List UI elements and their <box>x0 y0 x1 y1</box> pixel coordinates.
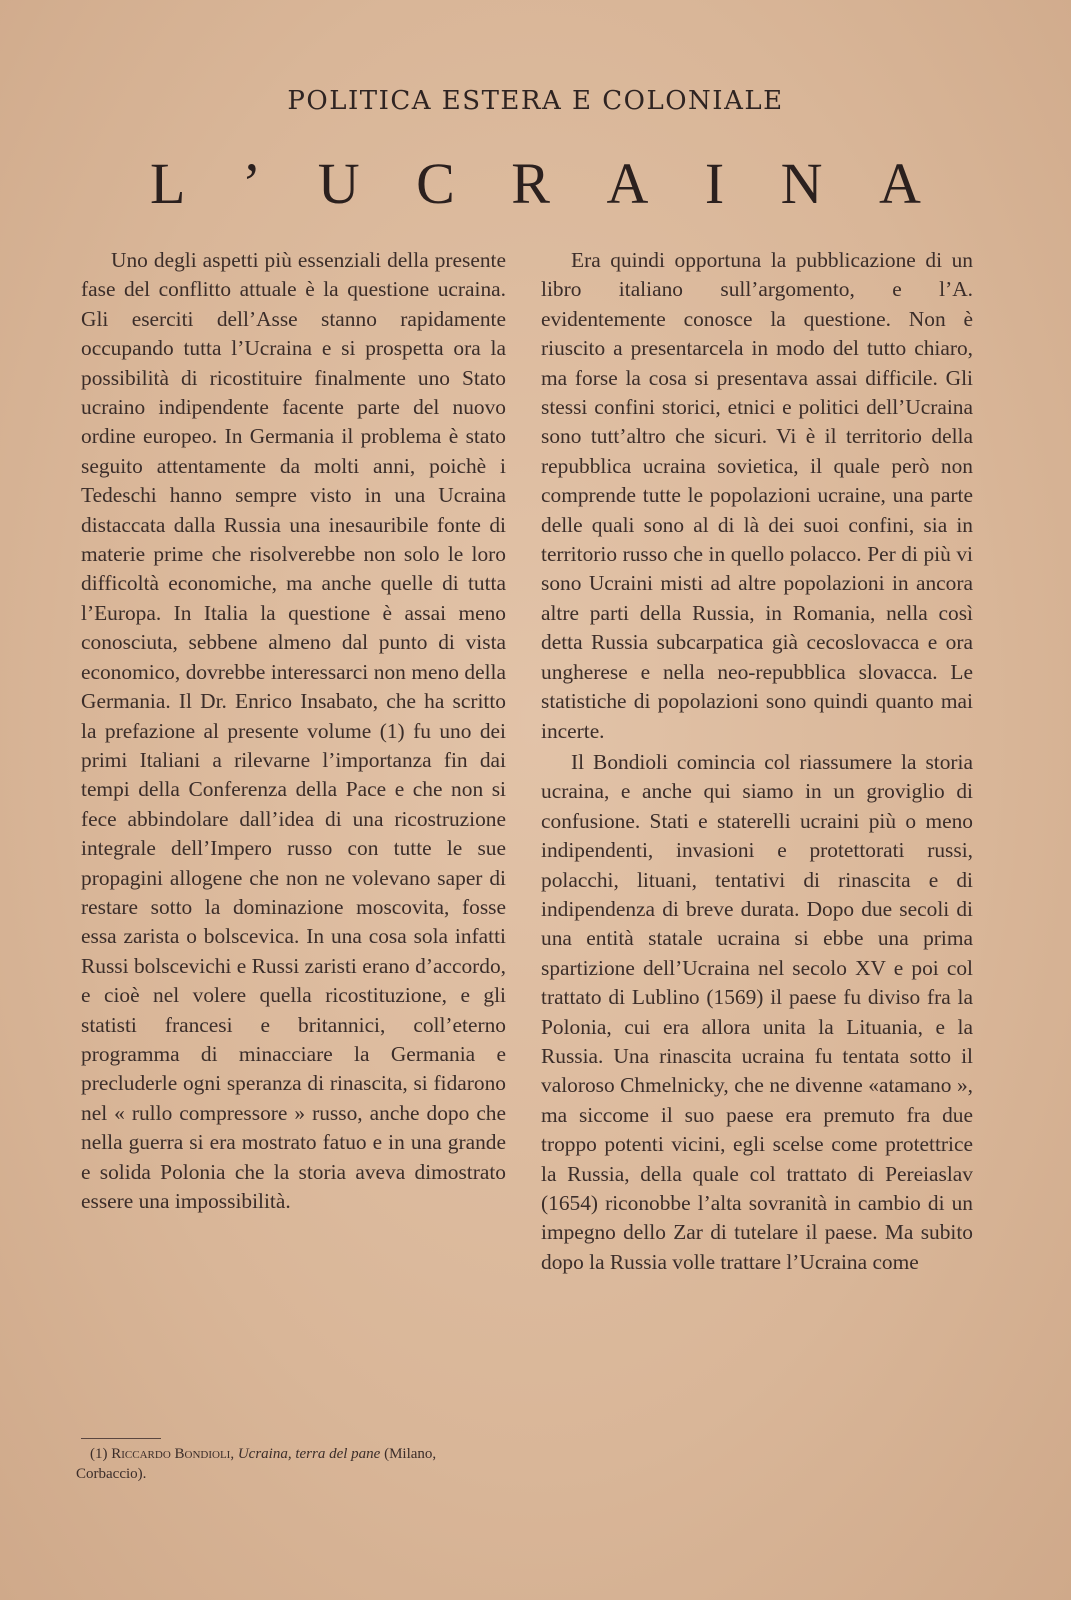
title-letter: L <box>150 151 186 216</box>
footnote: (1) Riccardo Bondioli, Ucraina, terra del pane (Milano, Corbaccio). <box>76 1446 437 1482</box>
title-letter: ’ <box>241 151 262 216</box>
title-letter: R <box>511 151 550 216</box>
paragraph: Uno degli aspetti più essenziali della presente fase del conflitto attuale è la questione ucraina. Gli eserciti dell’Asse stanno rapidamente occupando tutta l’Ucraina e si prospetta ora la possibilità di ricostituire finalmente uno Stato ucraino indipendente facente parte del nuovo ordine europeo. In Germania il problema è stato seguito attentamente da molti anni, poichè i Tedeschi hanno sempre visto in una Ucraina distaccata dalla Russia una inesauribile fonte di materie prime che risolverebbe non solo le loro difficoltà economiche, ma anche quelle di tutta l’Europa. In Italia la questione è assai meno conosciuta, sebbene almeno dal punto di vista economico, dovrebbe interessarci non meno della Germania. Il Dr. Enrico Insabato, che ha scritto la prefazione al presente volume (1) fu uno dei primi Italiani a rilevarne l’importanza fin dai tempi della Conferenza della Pace e che non si fece abbindolare dall’idea di una ricostruzione integrale dell’Impero russo con tutte le sue propagini allogene che non ne volevano saper di restare sotto la dominazione moscovita, fosse essa zarista o bolscevica. In una cosa sola infatti Russi bolscevichi e Russi zaristi erano d’accordo, e cioè nel volere quella ricostituzione, e gli statisti francesi e britannici, coll’eterno programma di minacciare la Germania e precluderle ogni speranza di rinascita, si fidarono nel « rullo compressore » russo, anche dopo che nella guerra si era mostrato fatuo e in una grande e solida Polonia che la storia aveva dimostrato essere una impossibilità. <box>81 248 506 1213</box>
section-heading: POLITICA ESTERA E COLONIALE <box>287 86 784 116</box>
footnote-marker: (1) <box>90 1446 108 1462</box>
paragraph: Era quindi opportuna la pubblicazione di un libro italiano sull’argomento, e l’A. evidentemente conosce la questione. Non è riuscito a presentarcela in modo del tutto chiaro, ma forse la cosa si presentava assai difficile. Gli stessi confini storici, etnici e politici dell’Ucraina sono tutt’altro che sicuri. Vi è il territorio della repubblica ucraina sovietica, il quale però non comprende tutte le popolazioni ucraine, una parte delle quali sono al di là dei suoi confini, sia in territorio russo che in quello polacco. Per di più vi sono Ucraini misti ad altre popolazioni in ancora altre parti della Russia, in Romania, nella così detta Russia subcarpatica già cecoslovacca e ora ungherese e nella neo-repubblica slovacca. Le statistiche di popolazioni sono quindi quanto mai incerte. <box>541 248 973 743</box>
left-column <box>81 246 506 1216</box>
right-column <box>541 246 973 1277</box>
title-letter: C <box>416 151 455 216</box>
footnote-publisher: (Milano, Corbaccio). <box>76 1446 437 1482</box>
footnote-author: Riccardo Bondioli <box>111 1446 231 1462</box>
footnote-divider <box>81 1438 161 1439</box>
title-letter: I <box>704 151 725 216</box>
title-letter: A <box>879 151 921 216</box>
paragraph: Il Bondioli comincia col riassumere la storia ucraina, e anche qui siamo in un groviglio di confusione. Stati e staterelli ucraini più o meno indipendenti, invasioni e protettorati russi, polacchi, lituani, tentativi di rinascita e di indipendenza di breve durata. Dopo due secoli di una entità statale ucraina si ebbe una prima spartizione dell’Ucraina nel secolo XV e poi col trattato di Lublino (1569) il paese fu diviso fra la Polonia, cui era allora unita la Lituania, e la Russia. Una rinascita ucraina fu tentata sotto il valoroso Chmelnicky, che ne divenne «atamano », ma siccome il suo paese era premuto fra due troppo potenti vicini, egli scelse come protettrice la Russia, della quale col trattato di Pereiaslav (1654) riconobbe l’alta sovranità in cambio di un impegno dello Zar di tutelare il paese. Ma subito dopo la Russia volle trattare l’Ucraina come <box>541 749 973 1274</box>
title-letter: N <box>780 151 823 216</box>
title-letter: A <box>606 151 649 216</box>
article-title <box>150 150 921 217</box>
title-letter: U <box>317 151 360 216</box>
footnote-book-title: Ucraina, terra del pane <box>237 1446 381 1462</box>
